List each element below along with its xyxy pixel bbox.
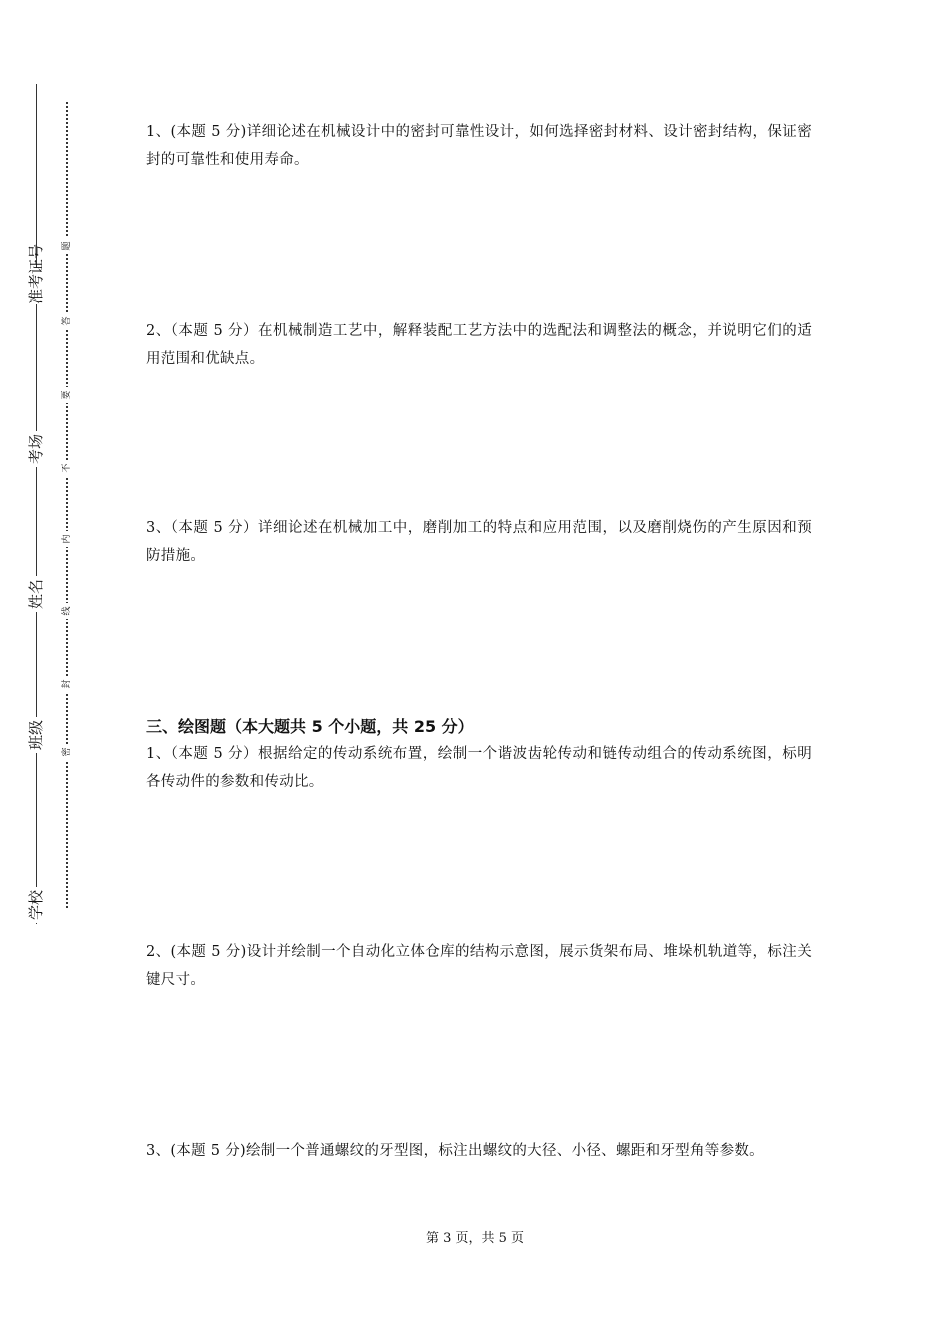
exam-number-label: 准考证号 xyxy=(18,268,54,304)
question-3-2: 2、(本题 5 分)设计并绘制一个自动化立体仓库的结构示意图，展示货架布局、堆垛机轨道等，标注关键尺寸。 xyxy=(146,944,812,988)
seal-char: 要 xyxy=(59,387,75,403)
section-3-title: 三、绘图题（本大题共 5 个小题，共 25 分） xyxy=(146,717,474,736)
seal-char: 内 xyxy=(59,531,75,547)
seal-dotted-line xyxy=(66,102,68,908)
seal-char: 封 xyxy=(59,676,75,692)
class-label: 班级 xyxy=(18,717,54,753)
school-label: 学校 xyxy=(18,887,54,923)
page-footer: 第 3 页，共 5 页 xyxy=(425,1231,525,1246)
seal-char: 不 xyxy=(59,460,75,476)
question-2-2: 2、（本题 5 分）在机械制造工艺中，解释装配工艺方法中的选配法和调整法的概念，并说明它们的适用范围和优缺点。 xyxy=(146,323,812,367)
seal-char: 线 xyxy=(59,603,75,619)
binding-margin xyxy=(0,0,110,1344)
question-3-3: 3、(本题 5 分)绘制一个普通螺纹的牙型图，标注出螺纹的大径、小径、螺距和牙型角等参数。 xyxy=(146,1143,764,1159)
name-label: 姓名 xyxy=(18,576,54,612)
binding-solid-line xyxy=(36,84,37,924)
exam-room-label: 考场 xyxy=(18,431,54,467)
question-3-1: 1、（本题 5 分）根据给定的传动系统布置，绘制一个谐波齿轮传动和链传动组合的传动系统图，标明各传动件的参数和传动比。 xyxy=(146,746,812,790)
seal-char: 题 xyxy=(59,238,75,254)
seal-char: 答 xyxy=(59,313,75,329)
question-2-3: 3、（本题 5 分）详细论述在机械加工中，磨削加工的特点和应用范围，以及磨削烧伤的产生原因和预防措施。 xyxy=(146,520,812,564)
question-2-1: 1、(本题 5 分)详细论述在机械设计中的密封可靠性设计，如何选择密封材料、设计密封结构，保证密封的可靠性和使用寿命。 xyxy=(146,124,812,168)
seal-char: 密 xyxy=(59,744,75,760)
